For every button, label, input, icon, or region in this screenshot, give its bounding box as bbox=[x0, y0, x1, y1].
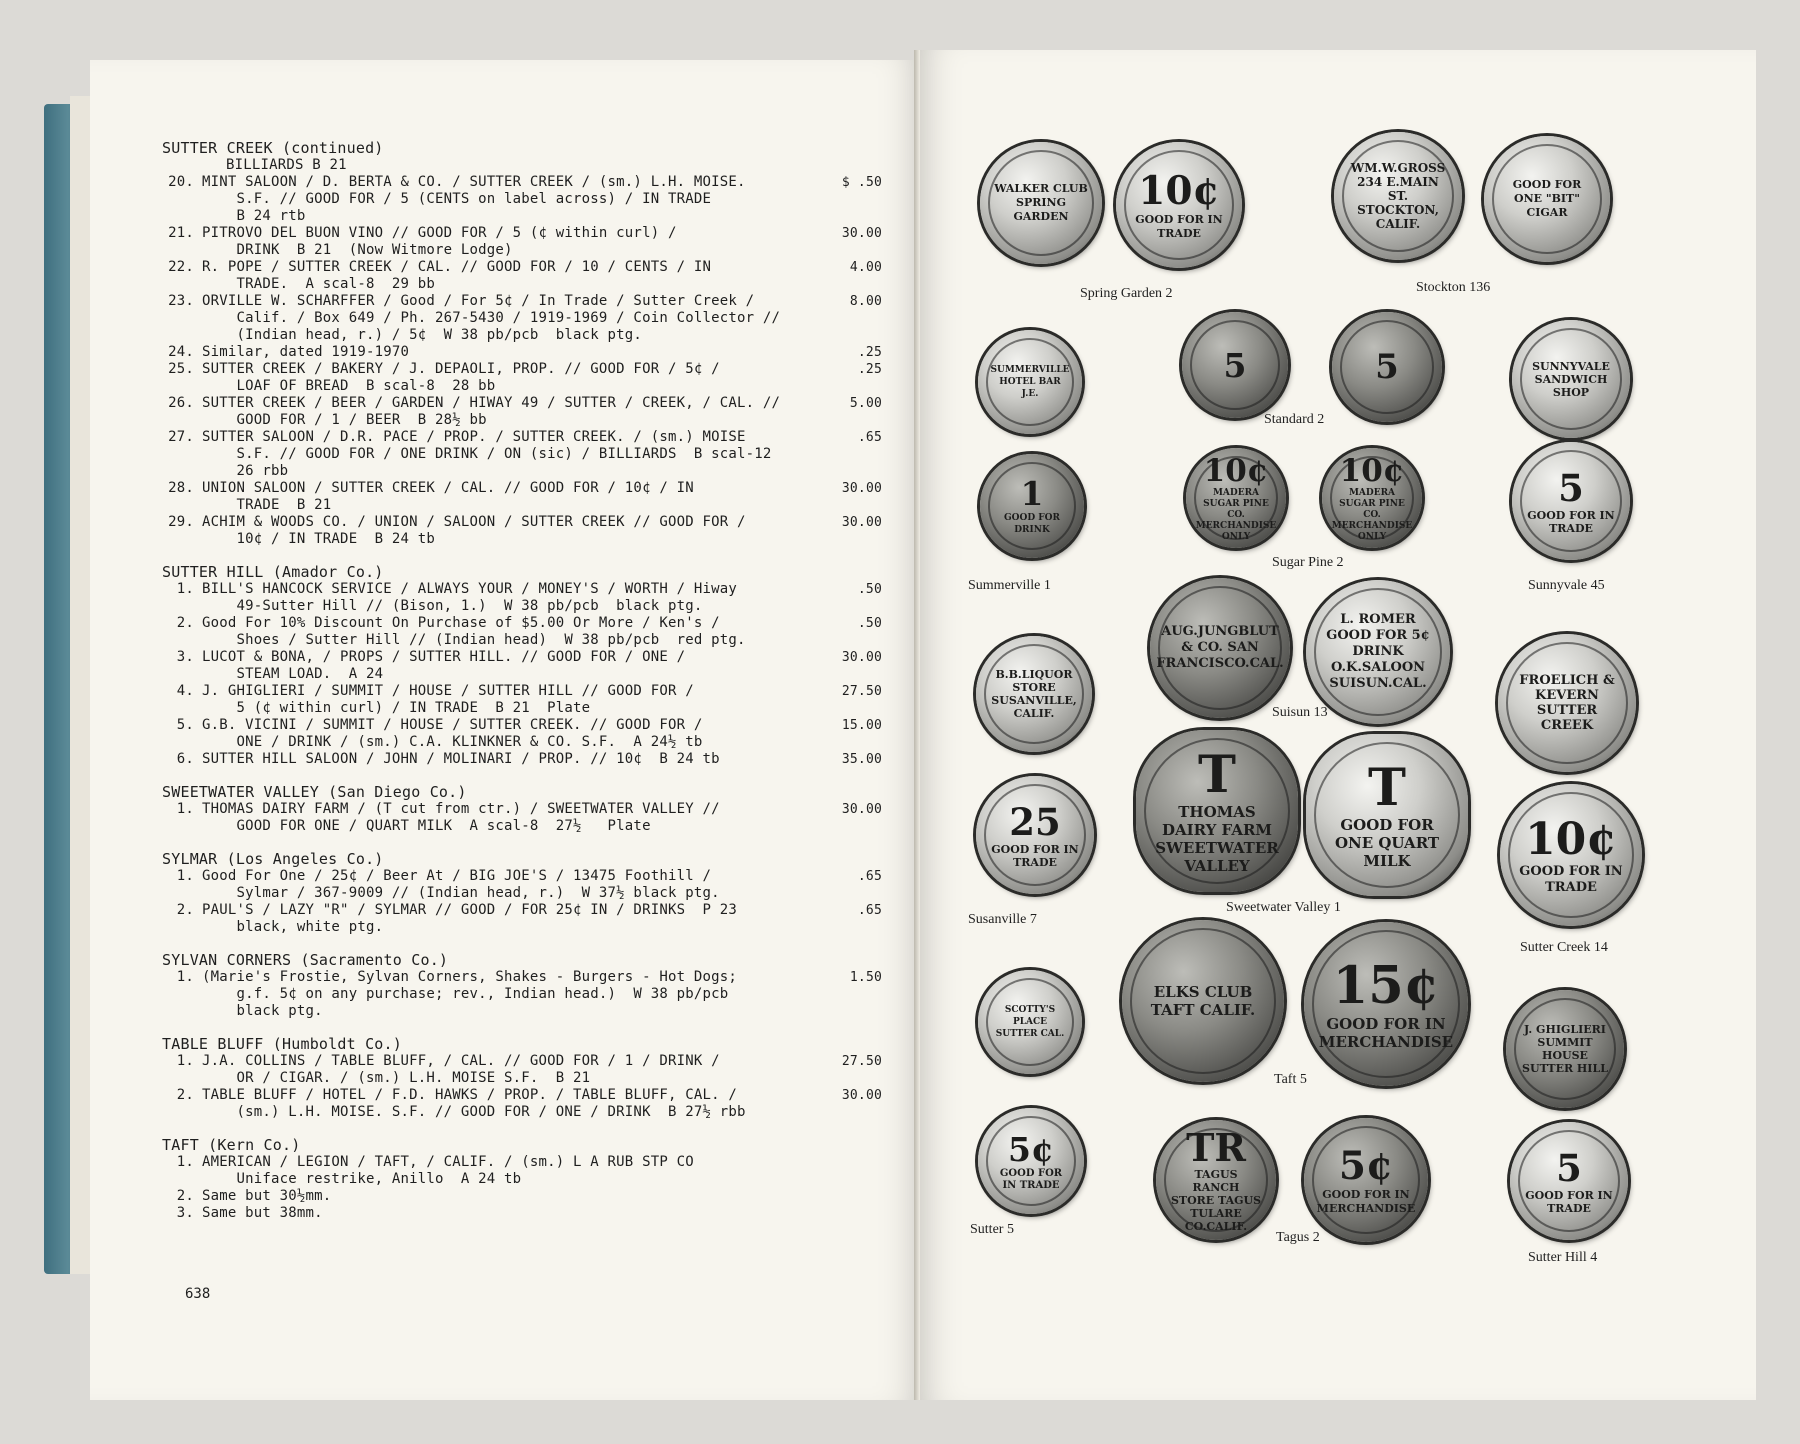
catalog-entry bbox=[162, 868, 882, 902]
token-inscription: GOOD FOR IN MERCHANDISE bbox=[1316, 1187, 1416, 1215]
trade-token bbox=[978, 330, 1082, 434]
token-legend bbox=[1500, 815, 1642, 896]
plate-caption: Summerville 1 bbox=[968, 578, 1051, 593]
token-legend bbox=[1512, 360, 1630, 399]
trade-token bbox=[1512, 442, 1630, 560]
catalog-entry bbox=[162, 259, 882, 293]
plate-caption: Sunnyvale 45 bbox=[1528, 578, 1605, 593]
token-inscription: AUG.JUNGBLUT & CO. SAN FRANCISCO.CAL. bbox=[1156, 624, 1284, 671]
entry-price: 27.50 bbox=[841, 1054, 882, 1069]
trade-token bbox=[1334, 132, 1462, 260]
catalog-entry bbox=[162, 717, 882, 751]
catalog-entry bbox=[162, 581, 882, 615]
plate-caption: Spring Garden 2 bbox=[1080, 286, 1173, 301]
entry-price: .65 bbox=[857, 869, 882, 884]
entry-description: THOMAS DAIRY FARM / (T cut from ctr.) / SWEETWATER VALLEY // GOOD FOR ONE / QUART MILK A scal-8 27½ Plate bbox=[202, 801, 720, 834]
entry-number: 2. bbox=[176, 1087, 194, 1103]
trade-token bbox=[976, 776, 1094, 894]
entry-description: G.B. VICINI / SUMMIT / HOUSE / SUTTER CREEK. // GOOD FOR / ONE / DRINK / (sm.) C.A. KLINKNER & CO. S.F. A 24½ tb bbox=[202, 717, 703, 750]
token-inscription: TAGUS RANCH STORE TAGUS TULARE CO.CALIF. bbox=[1170, 1168, 1262, 1233]
token-denomination: 10¢ bbox=[1339, 452, 1405, 489]
token-legend bbox=[1303, 1142, 1429, 1216]
entry-number: 3. bbox=[176, 1205, 194, 1221]
entry-price: 4.00 bbox=[849, 260, 882, 275]
token-denomination: T bbox=[1368, 758, 1406, 818]
entry-price: 30.00 bbox=[841, 802, 882, 817]
entry-price: $ .50 bbox=[841, 175, 882, 190]
trade-token bbox=[1156, 1120, 1276, 1240]
token-inscription: THOMAS DAIRY FARM SWEETWATER VALLEY bbox=[1155, 803, 1279, 875]
token-legend bbox=[1122, 983, 1284, 1019]
catalog-entry bbox=[162, 649, 882, 683]
entry-description: SUTTER CREEK / BEER / GARDEN / HIWAY 49 / SUTTER / CREEK, / CAL. // GOOD FOR / 1 / BEER B 28½ bb bbox=[202, 395, 781, 428]
entry-number: 1. bbox=[176, 801, 194, 817]
token-inscription: GOOD FOR IN TRADE bbox=[999, 1167, 1063, 1191]
entry-price: 35.00 bbox=[841, 752, 882, 767]
entry-description: SUTTER HILL SALOON / JOHN / MOLINARI / PROP. // 10¢ B 24 tb bbox=[202, 751, 720, 767]
plate-caption: Taft 5 bbox=[1274, 1072, 1307, 1087]
plate-caption: Standard 2 bbox=[1264, 412, 1325, 427]
token-inscription: GOOD FOR DRINK bbox=[1003, 513, 1060, 535]
trade-token bbox=[1510, 1122, 1628, 1240]
token-legend bbox=[1156, 1127, 1276, 1233]
token-legend bbox=[977, 364, 1084, 400]
token-legend bbox=[1136, 747, 1298, 875]
trade-token bbox=[1306, 580, 1450, 724]
entry-description: J.A. COLLINS / TABLE BLUFF, / CAL. // GOOD FOR / 1 / DRINK / OR / CIGAR. / (sm.) L.H. MOISE S.F. B 21 bbox=[202, 1053, 720, 1086]
token-inscription: MADERA SUGAR PINE CO. MERCHANDISE ONLY bbox=[1331, 487, 1413, 542]
entry-description: SUTTER CREEK / BAKERY / J. DEPAOLI, PROP. // GOOD FOR / 5¢ / LOAF OF BREAD B scal-8 28 bb bbox=[202, 361, 720, 394]
trade-token bbox=[980, 142, 1102, 264]
entry-number: 1. bbox=[176, 969, 194, 985]
entry-description: ACHIM & WOODS CO. / UNION / SALOON / SUTTER CREEK // GOOD FOR / 10¢ / IN TRADE B 24 tb bbox=[202, 514, 746, 547]
entry-number: 5. bbox=[176, 717, 194, 733]
token-legend bbox=[1506, 1023, 1624, 1075]
page-number: 638 bbox=[185, 1286, 211, 1302]
catalog-entry bbox=[162, 429, 882, 480]
token-denomination: TR bbox=[1186, 1125, 1246, 1170]
token-inscription: B.B.LIQUOR STORE SUSANVILLE, CALIF. bbox=[991, 668, 1077, 720]
catalog-entry bbox=[162, 344, 882, 361]
token-legend bbox=[1498, 673, 1636, 733]
left-page bbox=[90, 60, 920, 1400]
catalog-section bbox=[162, 564, 882, 768]
catalog-listing bbox=[162, 140, 882, 1222]
plate-caption: Sugar Pine 2 bbox=[1272, 555, 1344, 570]
entry-price: 1.50 bbox=[849, 970, 882, 985]
catalog-entry bbox=[162, 1154, 882, 1188]
trade-token bbox=[1484, 136, 1610, 262]
token-denomination: 10¢ bbox=[1203, 452, 1269, 489]
trade-token bbox=[1122, 920, 1284, 1082]
plate-caption: Suisun 13 bbox=[1272, 705, 1328, 720]
catalog-entry bbox=[162, 361, 882, 395]
entry-price: 30.00 bbox=[841, 226, 882, 241]
catalog-section bbox=[162, 140, 882, 548]
token-legend bbox=[980, 182, 1102, 224]
token-inscription: L. ROMER GOOD FOR 5¢ DRINK O.K.SALOON SUISUN.CAL. bbox=[1326, 612, 1430, 691]
plate-caption: Sutter Creek 14 bbox=[1520, 940, 1608, 955]
token-inscription: SUNNYVALE SANDWICH SHOP bbox=[1532, 359, 1610, 399]
trade-token bbox=[976, 636, 1092, 752]
entry-price: 30.00 bbox=[841, 515, 882, 530]
entry-number: 3. bbox=[176, 649, 194, 665]
entry-number: 1. bbox=[176, 868, 194, 884]
entry-price: .25 bbox=[857, 345, 882, 360]
entry-number: 1. bbox=[176, 581, 194, 597]
entry-price: .50 bbox=[857, 616, 882, 631]
entry-number: 6. bbox=[176, 751, 194, 767]
entry-number: 25. bbox=[168, 361, 194, 377]
token-inscription: GOOD FOR ONE "BIT" CIGAR bbox=[1512, 178, 1582, 219]
catalog-entry bbox=[162, 683, 882, 717]
entry-description: Good For 10% Discount On Purchase of $5.00 Or More / Ken's / Shoes / Sutter Hill // (Indian head) W 38 pb/pcb red ptg. bbox=[202, 615, 746, 648]
token-legend bbox=[1306, 612, 1450, 692]
token-plates bbox=[920, 50, 1756, 1400]
plate-caption: Tagus 2 bbox=[1276, 1230, 1320, 1245]
entry-description: PAUL'S / LAZY "R" / SYLMAR // GOOD / FOR 25¢ IN / DRINKS P 23 black, white ptg. bbox=[202, 902, 737, 935]
entry-description: TABLE BLUFF / HOTEL / F.D. HAWKS / PROP. / TABLE BLUFF, CAL. / (sm.) L.H. MOISE. S.F. // GOOD FOR / ONE / DRINK B 27½ rbb bbox=[202, 1087, 746, 1120]
continued-line: BILLIARDS B 21 bbox=[226, 157, 347, 173]
section-title: SUTTER CREEK (continued) bbox=[162, 139, 384, 157]
token-denomination: 5¢ bbox=[1338, 1142, 1394, 1189]
catalog-entry bbox=[162, 1188, 882, 1205]
catalog-entry bbox=[162, 480, 882, 514]
entry-price: 30.00 bbox=[841, 481, 882, 496]
plate-caption: Sweetwater Valley 1 bbox=[1226, 900, 1341, 915]
catalog-entry bbox=[162, 225, 882, 259]
entry-number: 23. bbox=[168, 293, 194, 309]
plate-caption: Sutter Hill 4 bbox=[1528, 1250, 1598, 1265]
token-legend bbox=[976, 799, 1094, 869]
catalog-entry bbox=[162, 293, 882, 344]
token-inscription: GOOD FOR IN TRADE bbox=[1527, 508, 1615, 535]
trade-token bbox=[1116, 142, 1242, 268]
right-page bbox=[920, 50, 1756, 1400]
entry-description: LUCOT & BONA, / PROPS / SUTTER HILL. // GOOD FOR / ONE / STEAM LOAD. A 24 bbox=[202, 649, 686, 682]
token-inscription: J. GHIGLIERI SUMMIT HOUSE SUTTER HILL bbox=[1522, 1023, 1608, 1075]
trade-token bbox=[1304, 922, 1468, 1086]
entry-number: 4. bbox=[176, 683, 194, 699]
token-denomination: 10¢ bbox=[1138, 167, 1220, 214]
trade-token bbox=[1304, 1118, 1428, 1242]
entry-number: 20. bbox=[168, 174, 194, 190]
entry-description: BILL'S HANCOCK SERVICE / ALWAYS YOUR / MONEY'S / WORTH / Hiway 49-Sutter Hill // (Bison, 1.) W 38 pb/pcb black ptg. bbox=[202, 581, 737, 614]
entry-number: 2. bbox=[176, 1188, 194, 1204]
entry-number: 22. bbox=[168, 259, 194, 275]
trade-token bbox=[1182, 312, 1288, 418]
entry-price: .65 bbox=[857, 903, 882, 918]
catalog-entry bbox=[162, 514, 882, 548]
trade-token bbox=[1150, 578, 1290, 718]
token-inscription: GOOD FOR IN TRADE bbox=[1135, 212, 1223, 240]
token-inscription: SUMMERVILLE HOTEL BAR J.E. bbox=[990, 365, 1070, 399]
entry-number: 2. bbox=[176, 902, 194, 918]
trade-token bbox=[1322, 448, 1422, 548]
catalog-section bbox=[162, 784, 882, 835]
token-legend bbox=[1210, 347, 1261, 384]
token-denomination: 5 bbox=[1223, 345, 1247, 385]
token-denomination: 5¢ bbox=[1008, 1129, 1054, 1169]
entry-price: .65 bbox=[857, 430, 882, 445]
entry-number: 1. bbox=[176, 1053, 194, 1069]
token-legend bbox=[1512, 465, 1630, 535]
catalog-entry bbox=[162, 801, 882, 835]
catalog-entry bbox=[162, 615, 882, 649]
entry-number: 26. bbox=[168, 395, 194, 411]
token-legend bbox=[1510, 1145, 1628, 1215]
trade-token bbox=[1306, 734, 1468, 896]
catalog-entry bbox=[162, 1053, 882, 1087]
token-denomination: 5 bbox=[1375, 347, 1399, 387]
catalog-entry bbox=[162, 395, 882, 429]
trade-token bbox=[1512, 320, 1630, 438]
token-denomination: 10¢ bbox=[1525, 813, 1617, 865]
token-denomination: T bbox=[1198, 745, 1236, 805]
entry-description: (Marie's Frostie, Sylvan Corners, Shakes - Burgers - Hot Dogs; g.f. 5¢ on any purchase; rev., Indian head.) W 38 pb/pcb black ptg. bbox=[202, 969, 737, 1019]
entry-description: J. GHIGLIERI / SUMMIT / HOUSE / SUTTER HILL // GOOD FOR / 5 (¢ within curl) / IN TRADE B 21 Plate bbox=[202, 683, 694, 716]
token-denomination: 5 bbox=[1558, 465, 1584, 510]
token-denomination: 15¢ bbox=[1332, 955, 1440, 1016]
token-legend bbox=[1334, 161, 1462, 231]
token-denomination: 5 bbox=[1556, 1145, 1582, 1190]
token-legend bbox=[980, 476, 1084, 536]
token-legend bbox=[1142, 624, 1297, 672]
entry-price: 30.00 bbox=[841, 1088, 882, 1103]
trade-token bbox=[1136, 730, 1298, 892]
entry-number: 24. bbox=[168, 344, 194, 360]
entry-description: Similar, dated 1919-1970 bbox=[202, 344, 410, 360]
catalog-section bbox=[162, 851, 882, 936]
token-denomination: 1 bbox=[1020, 474, 1044, 513]
entry-description: SUTTER SALOON / D.R. PACE / PROP. / SUTTER CREEK. / (sm.) MOISE S.F. // GOOD FOR / ONE DRINK / ON (sic) / BILLIARDS B scal-12 26 rbb bbox=[202, 429, 772, 479]
trade-token bbox=[1498, 634, 1636, 772]
trade-token bbox=[1332, 312, 1442, 422]
token-inscription: GOOD FOR IN TRADE bbox=[1525, 1188, 1613, 1215]
entry-number: 29. bbox=[168, 514, 194, 530]
entry-number: 2. bbox=[176, 615, 194, 631]
entry-price: 27.50 bbox=[841, 684, 882, 699]
entry-number: 21. bbox=[168, 225, 194, 241]
token-denomination: 25 bbox=[1009, 799, 1061, 844]
trade-token bbox=[980, 454, 1084, 558]
token-legend bbox=[1116, 167, 1242, 241]
token-legend bbox=[1318, 454, 1427, 543]
section-title: SUTTER HILL (Amador Co.) bbox=[162, 563, 384, 581]
token-inscription: GOOD FOR ONE QUART MILK bbox=[1334, 816, 1440, 870]
catalog-section bbox=[162, 1137, 882, 1222]
token-legend bbox=[1304, 955, 1468, 1051]
catalog-section bbox=[162, 952, 882, 1020]
section-title: TAFT (Kern Co.) bbox=[162, 1136, 301, 1154]
trade-token bbox=[978, 1108, 1084, 1214]
entry-description: Same but 38mm. bbox=[202, 1205, 323, 1221]
token-legend bbox=[976, 668, 1092, 720]
token-inscription: WALKER CLUB SPRING GARDEN bbox=[994, 182, 1088, 223]
catalog-entry bbox=[162, 1087, 882, 1121]
entry-price: 8.00 bbox=[849, 294, 882, 309]
section-title: SYLMAR (Los Angeles Co.) bbox=[162, 850, 384, 868]
entry-description: ORVILLE W. SCHARFFER / Good / For 5¢ / In Trade / Sutter Creek / Calif. / Box 649 / Ph. 267-5430 / 1919-1969 / Coin Collector // (Indian head, r.) / 5¢ W 38 pb/pcb black ptg. bbox=[202, 293, 781, 343]
entry-price: .50 bbox=[857, 582, 882, 597]
entry-number: 1. bbox=[176, 1154, 194, 1170]
entry-description: PITROVO DEL BUON VINO // GOOD FOR / 5 (¢ within curl) / DRINK B 21 (Now Witmore Lodge) bbox=[202, 225, 677, 258]
token-legend bbox=[1484, 178, 1610, 220]
trade-token bbox=[1500, 784, 1642, 926]
entry-price: 5.00 bbox=[849, 396, 882, 411]
token-legend bbox=[1182, 454, 1291, 543]
token-legend bbox=[978, 1131, 1084, 1192]
token-inscription: WM.W.GROSS 234 E.MAIN ST. STOCKTON, CALIF. bbox=[1350, 161, 1446, 231]
entry-price: 30.00 bbox=[841, 650, 882, 665]
token-inscription: GOOD FOR IN TRADE bbox=[991, 842, 1079, 869]
trade-token bbox=[978, 970, 1082, 1074]
entry-number: 27. bbox=[168, 429, 194, 445]
catalog-section bbox=[162, 1036, 882, 1121]
token-legend bbox=[1361, 348, 1413, 386]
section-title: SWEETWATER VALLEY (San Diego Co.) bbox=[162, 783, 467, 801]
entry-description: R. POPE / SUTTER CREEK / CAL. // GOOD FOR / 10 / CENTS / IN TRADE. A scal-8 29 bb bbox=[202, 259, 712, 292]
catalog-entry bbox=[162, 751, 882, 768]
plate-caption: Stockton 136 bbox=[1416, 280, 1491, 295]
plate-caption: Susanville 7 bbox=[968, 912, 1037, 927]
catalog-entry bbox=[162, 902, 882, 936]
catalog-entry bbox=[162, 969, 882, 1020]
trade-token bbox=[1186, 448, 1286, 548]
token-legend bbox=[1306, 760, 1468, 870]
token-inscription: GOOD FOR IN MERCHANDISE bbox=[1318, 1014, 1454, 1051]
entry-number: 28. bbox=[168, 480, 194, 496]
entry-description: AMERICAN / LEGION / TAFT, / CALIF. / (sm.) L A RUB STP CO Uniface restrike, Anillo A 24 tb bbox=[202, 1154, 694, 1187]
section-title: TABLE BLUFF (Humboldt Co.) bbox=[162, 1035, 402, 1053]
entry-description: MINT SALOON / D. BERTA & CO. / SUTTER CREEK / (sm.) L.H. MOISE. S.F. // GOOD FOR / 5 (CENTS on label across) / IN TRADE B 24 rtb bbox=[202, 174, 746, 224]
token-inscription: SCOTTY'S PLACE SUTTER CAL. bbox=[995, 1005, 1065, 1039]
trade-token bbox=[1506, 990, 1624, 1108]
catalog-entry bbox=[162, 1205, 882, 1222]
token-inscription: FROELICH & KEVERN SUTTER CREEK bbox=[1519, 673, 1615, 733]
token-inscription: GOOD FOR IN TRADE bbox=[1519, 863, 1623, 895]
entry-description: Good For One / 25¢ / Beer At / BIG JOE'S / 13475 Foothill / Sylmar / 367-9009 // (Indian head, r.) W 37½ black ptg. bbox=[202, 868, 720, 901]
plate-caption: Sutter 5 bbox=[970, 1222, 1014, 1237]
token-legend bbox=[978, 1004, 1082, 1040]
token-inscription: MADERA SUGAR PINE CO. MERCHANDISE ONLY bbox=[1195, 487, 1277, 542]
section-title: SYLVAN CORNERS (Sacramento Co.) bbox=[162, 951, 449, 969]
entry-price: .25 bbox=[857, 362, 882, 377]
entry-description: Same but 30½mm. bbox=[202, 1188, 332, 1204]
catalog-entry bbox=[162, 174, 882, 225]
entry-description: UNION SALOON / SUTTER CREEK / CAL. // GOOD FOR / 10¢ / IN TRADE B 21 bbox=[202, 480, 694, 513]
token-inscription: ELKS CLUB TAFT CALIF. bbox=[1150, 983, 1256, 1019]
entry-price: 15.00 bbox=[841, 718, 882, 733]
